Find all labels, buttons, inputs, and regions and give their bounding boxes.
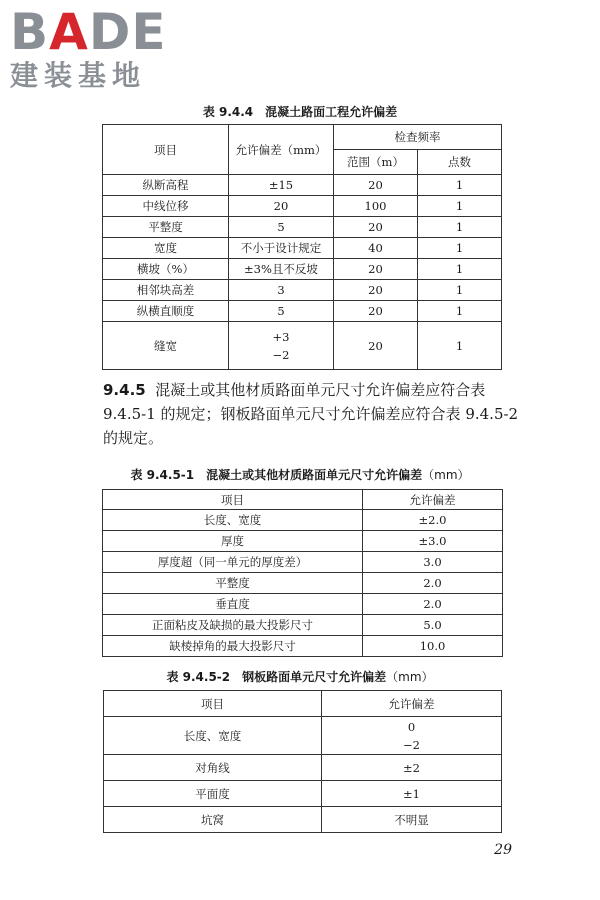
cell-range: 20 <box>334 217 418 238</box>
table-row <box>103 552 503 573</box>
caption-unit: （mm） <box>422 468 470 482</box>
cell-tol: 5 <box>229 301 334 322</box>
logo-letters: DE <box>88 3 167 61</box>
cell-tol: ±1 <box>322 781 502 807</box>
caption-unit: （mm） <box>386 670 434 684</box>
table-row <box>104 717 502 755</box>
cell-range: 100 <box>334 196 418 217</box>
tol-lower: −2 <box>403 737 420 752</box>
cell-points: 1 <box>418 175 502 196</box>
table-row <box>103 573 503 594</box>
cell-points: 1 <box>418 238 502 259</box>
caption-text: 表 9.4.5-1 混凝土或其他材质路面单元尺寸允许偏差 <box>130 468 423 482</box>
cell-tol <box>229 322 334 370</box>
cell-tol: ±2 <box>322 755 502 781</box>
logo <box>10 4 180 96</box>
cell-item: 纵横直顺度 <box>103 301 229 322</box>
tol-upper: 0 <box>407 719 416 734</box>
cell-item: 缝宽 <box>103 322 229 370</box>
paragraph-text: 混凝土或其他材质路面单元尺寸允许偏差应符合表 9.4.5-1 的规定；钢板路面单元尺寸允许偏差应符合表 9.4.5-2 的规定。 <box>103 381 519 447</box>
cell-tol: 3 <box>229 280 334 301</box>
cell-item: 正面粘皮及缺损的最大投影尺寸 <box>103 615 363 636</box>
table-row <box>104 755 502 781</box>
cell-points: 1 <box>418 280 502 301</box>
header-points: 点数 <box>418 150 502 175</box>
cell-tol: 10.0 <box>363 636 503 657</box>
table-row <box>103 615 503 636</box>
cell-points: 1 <box>418 301 502 322</box>
table-row <box>103 636 503 657</box>
table-row <box>103 510 503 531</box>
cell-item: 缺棱掉角的最大投影尺寸 <box>103 636 363 657</box>
table-9-4-5-1 <box>102 489 503 657</box>
tol-upper: +3 <box>272 329 290 344</box>
cell-points: 1 <box>418 259 502 280</box>
cell-item: 纵断高程 <box>103 175 229 196</box>
cell-item: 宽度 <box>103 238 229 259</box>
cell-points: 1 <box>418 217 502 238</box>
table-9-4-5-1-caption <box>0 466 600 483</box>
table-row <box>104 781 502 807</box>
logo-subtitle: 建装基地 <box>10 59 147 92</box>
cell-item: 对角线 <box>104 755 322 781</box>
cell-item: 长度、宽度 <box>104 717 322 755</box>
cell-item: 垂直度 <box>103 594 363 615</box>
cell-item: 厚度超（同一单元的厚度差） <box>103 552 363 573</box>
header-range: 范围（m） <box>334 150 418 175</box>
header-tolerance: 允许偏差 <box>363 490 503 510</box>
table-row <box>104 807 502 833</box>
cell-range: 40 <box>334 238 418 259</box>
cell-tol: ±2.0 <box>363 510 503 531</box>
table-row <box>103 259 502 280</box>
cell-item: 相邻块高差 <box>103 280 229 301</box>
cell-tol: ±3%且不反坡 <box>229 259 334 280</box>
cell-range: 20 <box>334 175 418 196</box>
cell-item: 平整度 <box>103 573 363 594</box>
table-9-4-4-caption: 表 9.4.4 混凝土路面工程允许偏差 <box>202 105 398 119</box>
cell-points: 1 <box>418 322 502 370</box>
header-tolerance: 允许偏差 <box>322 691 502 717</box>
paragraph-number: 9.4.5 <box>103 381 146 399</box>
header-item: 项目 <box>103 490 363 510</box>
logo-accent-letter: A <box>49 3 89 61</box>
table-row <box>103 280 502 301</box>
cell-item: 平整度 <box>103 217 229 238</box>
cell-tol <box>322 717 502 755</box>
cell-item: 平面度 <box>104 781 322 807</box>
cell-tol: 不小于设计规定 <box>229 238 334 259</box>
cell-item: 横坡（%） <box>103 259 229 280</box>
cell-item: 坑窝 <box>104 807 322 833</box>
cell-range: 20 <box>334 301 418 322</box>
cell-tol: ±15 <box>229 175 334 196</box>
logo-brand <box>10 4 180 60</box>
header-tolerance: 允许偏差（mm） <box>229 125 334 175</box>
table-row <box>103 217 502 238</box>
table-row <box>103 301 502 322</box>
cell-item: 中线位移 <box>103 196 229 217</box>
header-frequency: 检查频率 <box>334 125 502 150</box>
table-row <box>103 238 502 259</box>
tol-lower: −2 <box>272 347 290 362</box>
cell-points: 1 <box>418 196 502 217</box>
caption-text: 表 9.4.5-2 钢板路面单元尺寸允许偏差 <box>166 670 387 684</box>
cell-range: 20 <box>334 259 418 280</box>
cell-tol: 5.0 <box>363 615 503 636</box>
table-row <box>103 322 502 370</box>
cell-range: 20 <box>334 322 418 370</box>
table-row <box>103 196 502 217</box>
paragraph-9-4-5 <box>103 378 533 450</box>
cell-tol: 5 <box>229 217 334 238</box>
logo-letter: B <box>10 3 50 61</box>
table-row <box>103 175 502 196</box>
cell-range: 20 <box>334 280 418 301</box>
cell-tol: 20 <box>229 196 334 217</box>
cell-tol: 2.0 <box>363 594 503 615</box>
cell-tol: 2.0 <box>363 573 503 594</box>
cell-tol: 3.0 <box>363 552 503 573</box>
page-number: 29 <box>494 842 512 858</box>
table-9-4-5-2 <box>103 690 502 833</box>
table-9-4-4 <box>102 124 502 370</box>
table-row <box>103 594 503 615</box>
header-item: 项目 <box>104 691 322 717</box>
cell-tol: ±3.0 <box>363 531 503 552</box>
cell-item: 长度、宽度 <box>103 510 363 531</box>
table-row <box>103 531 503 552</box>
table-9-4-5-2-caption <box>0 668 600 685</box>
cell-item: 厚度 <box>103 531 363 552</box>
cell-tol: 不明显 <box>322 807 502 833</box>
header-item: 项目 <box>103 125 229 175</box>
